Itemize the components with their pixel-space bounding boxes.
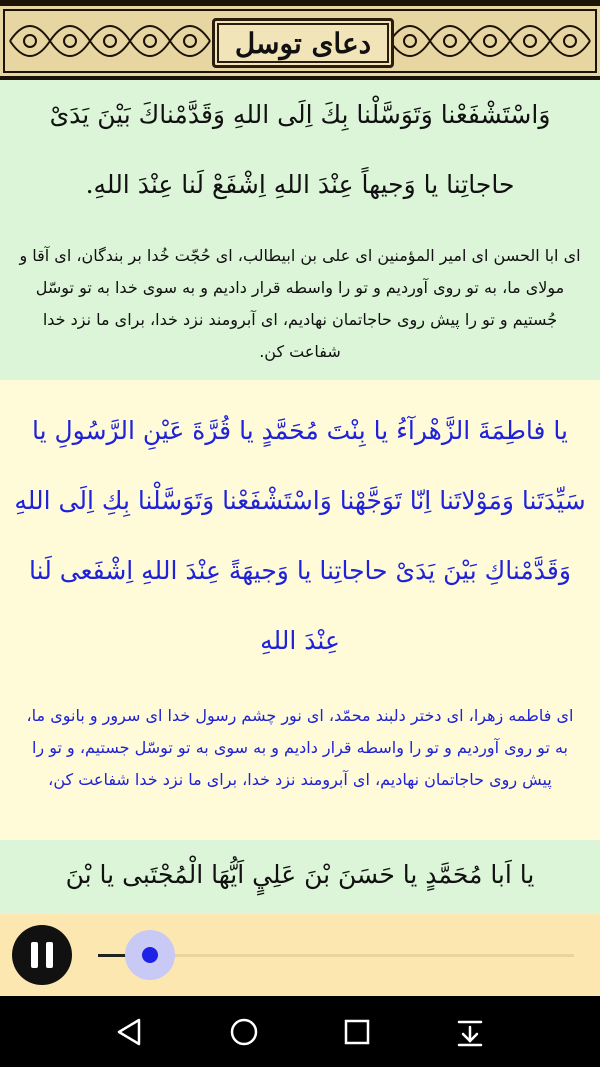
- prayer-section: [0, 380, 600, 840]
- prayer-section: [0, 840, 600, 914]
- title-plaque: [212, 18, 394, 68]
- pause-button[interactable]: [12, 925, 72, 985]
- arabic-text: وَاسْتَشْفَعْنا وَتَوَسَّلْنا بِكَ اِلَی اللهِ وَقَدَّمْناكَ بَيْنَ يَدَىْ حاجاتِنا يا وَجيهاً عِنْدَ اللهِ اِشْفَعْ لَنا عِنْدَ اللهِ.: [49, 100, 551, 199]
- back-triangle-icon[interactable]: [111, 1014, 147, 1050]
- audio-player: [0, 914, 600, 996]
- pause-icon: [31, 942, 53, 968]
- dropdown-menu-icon[interactable]: [452, 1014, 488, 1050]
- prayer-section: [0, 80, 600, 380]
- system-nav-bar: [0, 996, 600, 1067]
- persian-translation: ای ابا الحسن ای امیر المؤمنین ای علی بن ابیطالب، ای حُجّت خُدا بر بندگان، ای آقا و مولای ما، به تو روی آوردیم و تو را واسطه قرار دادیم و به سوی خدا به تو توسّل جُستیم و تو را پیش روی حاجاتمان نهادیم، ای آبرومند نزد خدا، برای ما نزد خدا شفاعت کن.: [19, 246, 581, 361]
- recents-square-icon[interactable]: [339, 1014, 375, 1050]
- arabic-text: يا فاطِمَةَ الزَّهْرآءُ يا بِنْتَ مُحَمَّدٍ يا قُرَّةَ عَيْنِ الرَّسُولِ يا سَيِّدَتَنا وَمَوْلاتَنا اِنّا تَوَجَّهْنا وَاسْتَشْفَعْنا وَتَوَسَّلْنا بِكِ اِلَی اللهِ وَقَدَّمْناكِ بَيْنَ يَدَیْ حاجاتِنا يا وَجيهَةً عِنْدَ اللهِ اِشْفَعی لَنا عِنْدَ اللهِ: [14, 416, 586, 655]
- arabic-text: يا اَبا مُحَمَّدٍ يا حَسَنَ بْنَ عَلِيٍ اَيُّهَا الْمُجْتَبی يا بْنَ: [65, 860, 535, 889]
- home-circle-icon[interactable]: [226, 1014, 262, 1050]
- app-header: [0, 0, 600, 80]
- prayer-scroll-area[interactable]: [0, 80, 600, 914]
- page-title: دعای توسل: [234, 26, 372, 60]
- persian-translation: ای فاطمه زهرا، ای دختر دلبند محمّد، ای نور چشم رسول خدا ای سرور و بانوی ما، به تو روی آوردیم و تو را واسطه قرار دادیم و به سوی به تو توسّل جستیم، و تو را پیش روی حاجاتمان نهادیم، ای آبرومند نزد خدا، برای ما نزد خدا شفاعت کن،: [26, 706, 574, 789]
